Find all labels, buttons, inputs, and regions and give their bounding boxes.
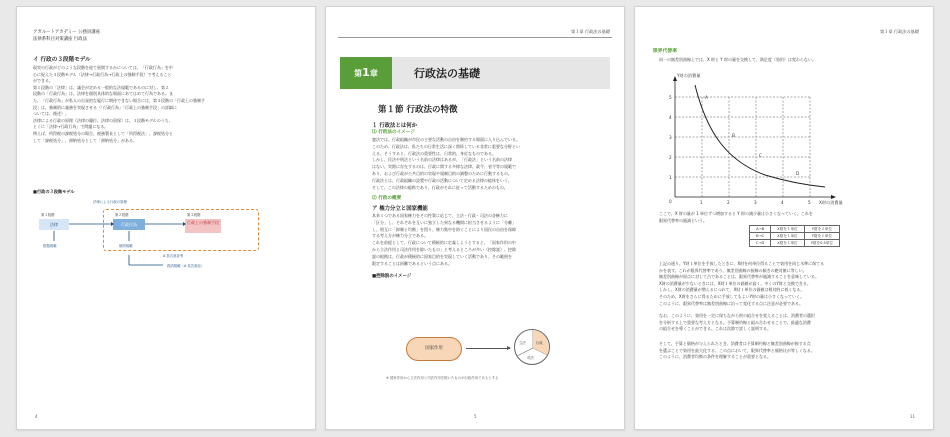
text-line: 本来１つである国家権力をその性質に応じて、立法・行政・司法の各権力に: [372, 213, 508, 218]
page-number: 4: [35, 414, 38, 419]
text-line: 説の根拠は、行政が積極的に国家目的を実現していく活動であり、その範囲を: [372, 253, 512, 259]
text-line: 上記の通り、Y財１単位を手放したときに、X財を何単位得ることで効用を同じ水準に保てる: [659, 261, 825, 266]
text-line: かを表す。これが限界代替率であり、無差別曲線の接線の傾きの絶対値に等しい。: [659, 267, 807, 273]
text-line: して「課税処分」、滞納処分として「滞納処分」がある。: [33, 137, 137, 143]
header-line: 法律系科目対策講座 行政法: [33, 37, 88, 42]
body-text: [659, 341, 917, 361]
text-line: このように、消費者均衡の条件を理解することが重要となる。: [659, 354, 771, 360]
text-line: なお、このように、効用を一定に保ちながら財の組合せを変えることは、消費者の選択: [659, 313, 815, 318]
table-row: [750, 240, 840, 247]
text-line: しかし、X財の消費量が増えるにつれて、X財１単位の価値は相対的に低くなる。: [659, 287, 805, 293]
page-number: 11: [909, 414, 915, 419]
stage3-label: 第３段階: [187, 213, 201, 217]
text-line: 段階の「行政行為」は、法律を個別具体的な場面にあてはめて行為である。ま: [33, 91, 173, 97]
y-tick: 5: [669, 95, 672, 100]
y-tick: 3: [669, 135, 672, 140]
running-header: 第１章 行政法の基礎: [879, 29, 919, 34]
y-tick: 2: [669, 155, 672, 160]
y-tick: 4: [669, 115, 672, 120]
chapter-number: 1: [362, 66, 370, 79]
under-label-1: 根拠規範: [43, 244, 57, 248]
x-tick: 5: [808, 200, 811, 205]
text-line: 段」は、強制的に義務を実現させる（「行政行為」「行政上の強制手段」の詳細に: [33, 104, 177, 110]
arrow: [466, 348, 510, 349]
text-line: これを前提として、行政について積極的に定義しようとすると、「国家作用の中: [372, 240, 516, 246]
section-heading: 限界代替率: [653, 49, 677, 54]
x-tick: 3: [754, 200, 757, 205]
section-heading: イ 行政の３段階モデル: [33, 57, 91, 63]
pie-label-legislative: 立法: [519, 341, 526, 345]
text-line: とくに「法律→行政行為」で問題になる。: [33, 124, 109, 130]
page-header: [33, 29, 100, 43]
text-line: 無差別曲線が原点に対して凸であることは、限界代替率が逓減することを意味している。: [659, 274, 819, 280]
text-line: 限定することは困難であるという点にある。: [372, 260, 452, 266]
stage2-label: 第２段階: [115, 213, 129, 217]
table-row: [750, 233, 840, 240]
indifference-curve-graph: [655, 71, 855, 207]
under-label-3: A 抗告訴訟等: [163, 254, 184, 258]
text-line: 憲法では、行政組織が市民の主要な活動の自由を制約する場面に入り込んでいる。: [372, 137, 520, 142]
figure-title: ■行政の３段階モデル: [33, 189, 75, 194]
text-line: X財の消費量が少ないときには、X財１単位の価値が高く、多くのY財と交換できる。: [659, 280, 811, 286]
table-cell: X財を１単位: [771, 240, 804, 247]
body-text: [659, 211, 917, 224]
chapter-title: 行政法の基礎: [414, 67, 480, 80]
text-line: 行政法とは、行政組織の設置や行政の活動について定める法律の総体をいう。: [372, 177, 512, 183]
text-line: このため、行政法は、私たちの日常生活に深く関係している非常に重要な分野とい: [372, 143, 520, 149]
text-line: はない。実際に存在するのは、行政に関する多様な法律、政令、省令等の規範で: [372, 164, 516, 170]
diagram-arrows: [33, 197, 263, 277]
three-stage-diagram: [33, 197, 263, 277]
table-cell: Y財を２単位: [804, 226, 839, 233]
x-tick: 4: [781, 200, 784, 205]
chapter-suffix: 章: [369, 69, 378, 78]
text-line: そして、この法律の総称であり、行政がそれに従って活動するためのもの。: [372, 184, 508, 190]
section-title: 第１節 行政法の特徴: [378, 105, 458, 115]
table-cell: X財を１単位: [771, 233, 804, 240]
stage2-box: 行政行為: [113, 219, 145, 230]
text-line: 限界代替率の逓減という。: [659, 217, 707, 223]
body-text: [372, 137, 596, 191]
graph-svg: [655, 71, 855, 207]
point-label-c: C: [759, 153, 762, 158]
bottom-label: 救済規範（A 抗告訴訟）: [167, 264, 205, 268]
table-row: [750, 226, 840, 233]
intro-text: 同一の無差別曲線上では、X 財と Y 財の量を交換して、満足度（効用）は変わらない。: [659, 57, 816, 62]
stage1-box: 法律: [39, 219, 69, 230]
x-tick: 1: [700, 200, 703, 205]
text-line: そして、予算と価格が与えられたとき、消費者は予算制約線と無差別曲線が接する点: [659, 341, 811, 346]
page-number: 5: [474, 414, 477, 419]
table-cell: Y財を１単位: [804, 233, 839, 240]
text-line: 第１段階の「法律」は、議会が定める一般的な法規範であるのに対し、第２: [33, 84, 169, 90]
subsection-heading: １ 行政法とは何か: [372, 123, 418, 129]
text-line: し、相互に「抑制と均衡」を図り、権力集中を防ぐことにより国民の自由を保障: [372, 226, 516, 232]
text-line: 「区分」し、それぞれを互いに独立した異なる機関に担当させるように「分離」: [372, 219, 516, 225]
figure-caption: ※ 国家作用から立法作用と司法作用を除いたものが行政作用であるとする: [386, 376, 499, 380]
x-axis-label: X財の消費量: [819, 200, 843, 205]
chapter-prefix: 第: [354, 69, 363, 78]
text-line: える。そうすると、行政法の重要性は、日常的、身近なものである。: [372, 150, 496, 156]
table-cell: C→D: [750, 240, 771, 247]
text-line: を分析する上で重要な考え方となる。予算制約線と組み合わせることで、最適な消費: [659, 319, 811, 325]
table-cell: Y財を0.5単位: [804, 240, 839, 247]
text-line: の組合せを導くことができる。これは次節で詳しく説明する。: [659, 326, 771, 332]
running-header: 第１章 行政法の基礎: [570, 29, 610, 34]
table-cell: B→C: [750, 233, 771, 240]
x-tick: 2: [727, 200, 730, 205]
text-line: ついては、後述）。: [33, 111, 69, 117]
text-line: ここで、X 財の量が 1 単位ずつ増加すると Y 財の減少量は小さくなっていく。これを: [659, 211, 813, 216]
point-label-a: A: [705, 95, 708, 100]
text-line: ができる。: [33, 78, 53, 84]
text-line: から立法作用と司法作用を除いたもの」と考えるところが多い（控除説）。控除: [372, 246, 516, 252]
text-line: する考え方が権力分立である。: [372, 233, 428, 239]
stage1-label: 第１段階: [41, 213, 55, 217]
subsection-subheading: ⑵ 行政の概要: [372, 196, 402, 201]
point-label-b: B: [732, 133, 735, 138]
point-label-d: D: [796, 171, 800, 176]
document-page-center: [325, 6, 625, 430]
table-cell: A→B: [750, 226, 771, 233]
stage3-box: 行政上の強制手段: [185, 219, 221, 233]
text-line: 法律による行政の原理（法律の優位、法律の留保）は、３段階モデルのうち、: [33, 117, 173, 123]
pie-label-judicial: 司法: [527, 356, 534, 360]
text-line: あり、および行政が公共目的の実現や規制目的の調整のために行動するもの。: [372, 170, 512, 176]
text-line: 現実の行政がどのような段階を経て展開するかについては、「行政行為」を中: [33, 65, 173, 70]
y-tick: 1: [669, 175, 672, 180]
body-text: [33, 65, 299, 144]
origin-label: 0: [669, 199, 672, 204]
pie-label-executive: 行政: [536, 341, 543, 345]
power-division-pie: [514, 329, 550, 365]
subsection-subheading: ⑴ 行政法のイメージ: [372, 130, 415, 135]
figure-title: ■控除説のイメージ: [372, 274, 412, 279]
state-action-oval: 国家作用: [406, 337, 462, 361]
under-label-2: 個別規範: [119, 244, 133, 248]
subsection-heading: ア 権力分立と国家機能: [372, 206, 428, 212]
body-text: [659, 261, 917, 307]
text-line: そのため、X財をさらに得るために手放してもよいY財の量は小さくなっていく。: [659, 293, 804, 299]
document-page-right: [634, 6, 934, 430]
exchange-table: [749, 225, 840, 247]
text-line: を選ぶことで効用を最大化する。この点において、限界代替率と価格比が等しくなる。: [659, 347, 815, 353]
document-page-left: [16, 6, 316, 430]
text-line: このように、限界代替率は無差別曲線に沿って変化する点に注意が必要である。: [659, 300, 803, 306]
y-axis-label: Y財の消費量: [677, 73, 701, 78]
header-line: アガルートアカデミー 公務員講座: [33, 30, 101, 35]
body-text: [372, 213, 596, 267]
text-line: しかし、民法や刑法という名前の法律はあるが、「行政法」という名前の法律: [372, 157, 512, 163]
text-line: 心に捉えた３段階モデル（法律→行政行為→行政上の強制手段）で考えること: [33, 71, 172, 77]
table-cell: X財を１単位: [771, 226, 804, 233]
figure-top-label: 法律による行政の原理: [93, 200, 127, 204]
text-line: た、「行政行為」が私人の自発的な履行に期待できない場合には、第３段階の「行政上の強制手: [33, 97, 205, 103]
header-rule: [338, 37, 612, 38]
text-line: 例えば、所得税の課税処分の場合、税務署長として「所得税法」、課税処分と: [33, 130, 173, 136]
chapter-number-box: [340, 57, 392, 89]
body-text: [659, 313, 917, 333]
